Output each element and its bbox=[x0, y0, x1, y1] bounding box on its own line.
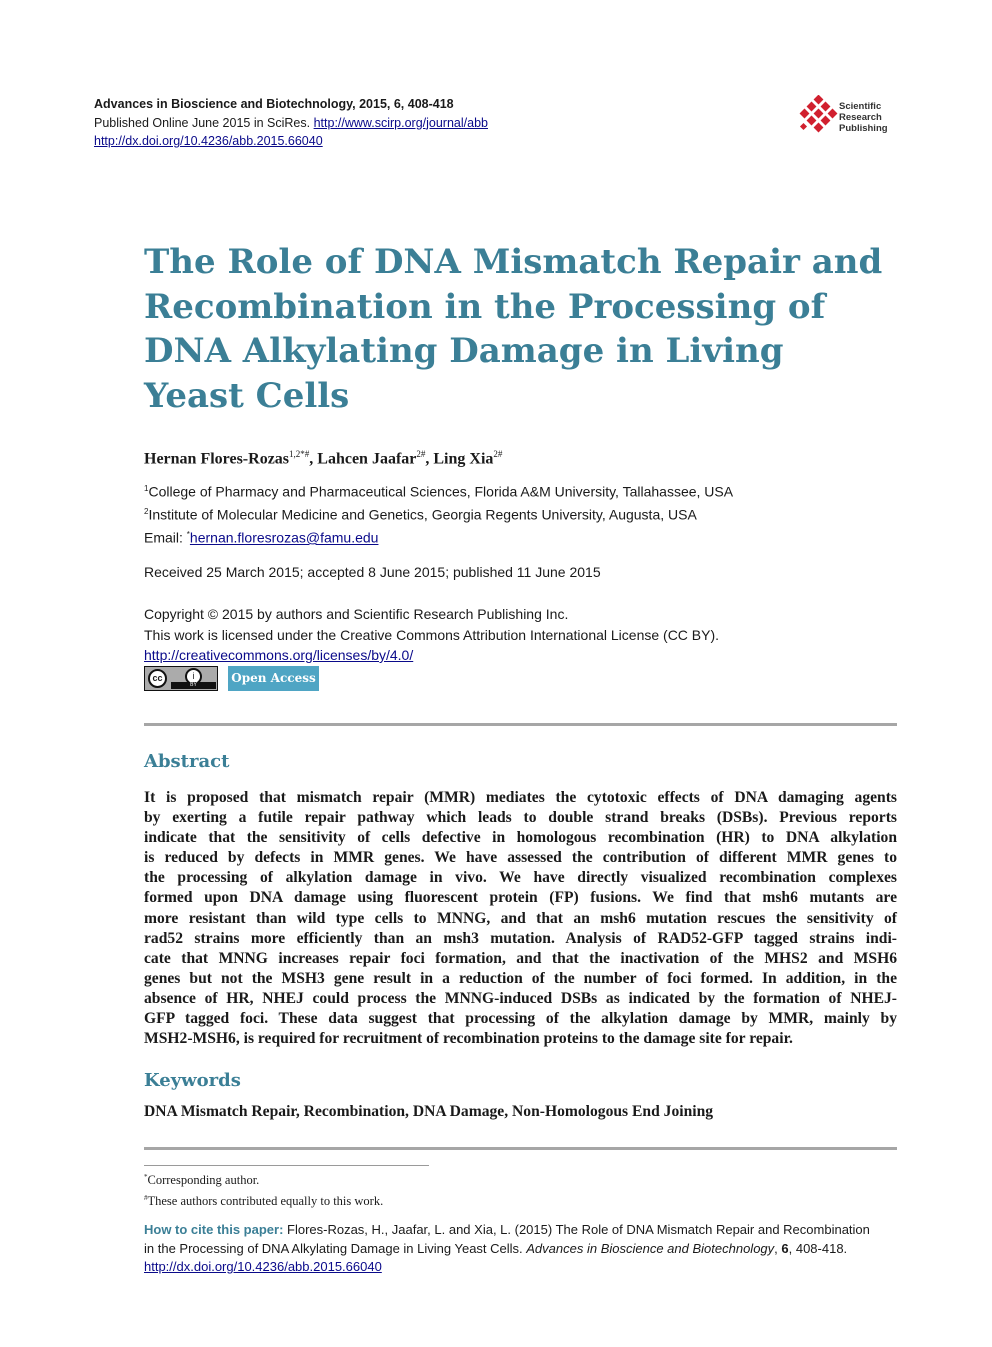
abstract-line: absence of HR, NHEJ could process the MNNG-induced DSBs as indicated by the formation of NHEJ- bbox=[144, 989, 897, 1007]
cite-line-1 bbox=[144, 1221, 897, 1240]
doi-link[interactable]: http://dx.doi.org/10.4236/abb.2015.66040 bbox=[94, 134, 323, 148]
license-line: This work is licensed under the Creative Commons Attribution International License (CC BY). bbox=[144, 626, 720, 643]
affiliation-text: Institute of Molecular Medicine and Genetics, Georgia Regents University, Augusta, USA bbox=[148, 506, 697, 523]
abstract-line: more resistant than wild type cells to MNNG, and that an msh6 mutation rescues the sensitivity of bbox=[144, 909, 897, 927]
journal-header bbox=[94, 95, 488, 151]
footnote-equal bbox=[144, 1189, 383, 1210]
footnote-divider bbox=[144, 1165, 429, 1166]
published-line bbox=[94, 114, 488, 133]
author-name: Hernan Flores-Rozas bbox=[144, 450, 290, 468]
footnote-sup: # bbox=[144, 1194, 148, 1203]
affiliations bbox=[144, 479, 733, 548]
logo-line-1: Scientific bbox=[839, 101, 882, 112]
cc-icon: cc bbox=[148, 669, 167, 688]
affiliation-text: College of Pharmacy and Pharmaceutical Sciences, Florida A&M University, Tallahassee, USA bbox=[148, 483, 734, 500]
email-sup: * bbox=[186, 530, 190, 540]
license-link[interactable]: http://creativecommons.org/licenses/by/4.0/ bbox=[144, 647, 414, 663]
abstract-line: MSH2-MSH6, is required for recruitment of recombination proteins to the damage site for repair. bbox=[144, 1030, 793, 1048]
published-prefix: Published Online June 2015 in SciRes. bbox=[94, 115, 314, 130]
abstract-line: It is proposed that mismatch repair (MMR) mediates the cytotoxic effects of DNA damaging agents bbox=[144, 789, 897, 806]
cite-text: Flores-Rozas, H., Jaafar, L. and Xia, L. (2015) The Role of DNA Mismatch Repair and Recombination bbox=[287, 1222, 870, 1237]
title-line: Recombination in the Processing of bbox=[144, 286, 826, 327]
publisher-logo bbox=[797, 95, 907, 141]
publisher-logo-icon bbox=[797, 95, 839, 141]
affiliation-2 bbox=[144, 502, 733, 525]
footnote-text: These authors contributed equally to this work. bbox=[147, 1194, 384, 1209]
affiliation-sup: 1 bbox=[144, 484, 149, 493]
author-sup: 2# bbox=[416, 449, 426, 459]
author-sup: 2# bbox=[493, 449, 503, 459]
cite-sep: , bbox=[774, 1240, 782, 1256]
abstract-line: indicate that the sensitivity of cells defective in homologous recombination (HR) to DNA alkylation bbox=[144, 829, 897, 847]
footnotes bbox=[144, 1168, 383, 1210]
abstract-line: cate that MNNG increases repair foci formation, and that the inactivation of the MHS2 and MSH6 bbox=[144, 949, 897, 967]
journal-citation-line: Advances in Bioscience and Biotechnology, 2015, 6, 408-418 bbox=[94, 97, 454, 111]
author-list: Hernan Flores-Rozas$^{1,2*\#}$, Lahcen Jaafar$^{2\#}$, Ling Xia$^{2\#}$ bbox=[144, 449, 503, 468]
copyright-block bbox=[144, 604, 719, 666]
footnote-corresponding bbox=[144, 1168, 383, 1189]
abstract-line: rad52 strains more efficiently than an msh3 mutation. Analysis of RAD52-GFP tagged strains indi- bbox=[144, 929, 897, 947]
email-link[interactable]: hernan.floresrozas@famu.edu bbox=[189, 529, 379, 546]
author-name: Ling Xia bbox=[433, 450, 494, 468]
abstract-line: GFP tagged foci. These data suggest that processing of the alkylation damage by MMR, mainly by bbox=[144, 1010, 897, 1028]
open-access-badge[interactable]: Open Access bbox=[228, 666, 319, 691]
cite-pages: , 408-418. bbox=[788, 1240, 848, 1256]
author-sup: 1,2*# bbox=[289, 449, 310, 459]
publication-dates: Received 25 March 2015; accepted 8 June 2015; published 11 June 2015 bbox=[144, 564, 601, 580]
footnote-text: Corresponding author. bbox=[147, 1173, 260, 1188]
cite-doi-link[interactable]: http://dx.doi.org/10.4236/abb.2015.66040 bbox=[144, 1259, 382, 1274]
abstract-line: is reduced by defects in MMR genes. We have assessed the contribution of different MMR genes to bbox=[144, 849, 897, 867]
logo-line-3: Publishing bbox=[839, 123, 888, 134]
title-line: The Role of DNA Mismatch Repair and bbox=[144, 242, 883, 282]
author-name: Lahcen Jaafar bbox=[317, 450, 417, 468]
abstract-line: genes but not the MSH3 gene result in a reduction of the number of foci formed. In addition, in the bbox=[144, 969, 897, 987]
cite-journal: Advances in Bioscience and Biotechnology bbox=[526, 1240, 775, 1256]
section-divider bbox=[144, 723, 897, 726]
cite-line-3 bbox=[144, 1258, 897, 1277]
affiliation-1 bbox=[144, 479, 733, 502]
abstract-line: the processing of alkylation damage in vivo. We have directly visualized recombination complexes bbox=[144, 869, 897, 887]
cc-by-badge[interactable] bbox=[144, 666, 218, 691]
affiliation-sup: 2 bbox=[144, 507, 149, 517]
cite-label: How to cite this paper: bbox=[144, 1222, 288, 1237]
keywords-heading: Keywords bbox=[144, 1070, 241, 1091]
logo-line-2: Research bbox=[839, 112, 882, 123]
publisher-logo-text bbox=[839, 101, 888, 134]
email-label: Email: bbox=[144, 529, 187, 546]
cc-by-label: BY bbox=[171, 682, 216, 689]
cite-line-2 bbox=[144, 1240, 897, 1259]
paper-title bbox=[144, 240, 883, 418]
keywords-list: DNA Mismatch Repair, Recombination, DNA Damage, Non-Homologous End Joining bbox=[144, 1103, 714, 1120]
cite-volume: 6 bbox=[781, 1240, 789, 1256]
copyright-line: Copyright © 2015 by authors and Scientific Research Publishing Inc. bbox=[144, 606, 569, 622]
journal-url-link[interactable]: http://www.scirp.org/journal/abb bbox=[313, 115, 488, 130]
section-divider bbox=[144, 1147, 897, 1150]
footnote-sup: * bbox=[144, 1173, 148, 1181]
email-line bbox=[144, 525, 733, 548]
title-line: Yeast Cells bbox=[144, 375, 350, 416]
abstract-line: by exerting a futile repair pathway which leads to double strand breaks (DSBs). Previous reports bbox=[144, 809, 897, 827]
abstract-heading: Abstract bbox=[144, 751, 230, 772]
title-line: DNA Alkylating Damage in Living bbox=[144, 331, 784, 371]
abstract-line: formed upon DNA damage using fluorescent protein (FP) fusions. We find that msh6 mutants are bbox=[144, 889, 897, 907]
how-to-cite bbox=[144, 1221, 897, 1277]
cite-text: in the Processing of DNA Alkylating Damage in Living Yeast Cells. bbox=[144, 1240, 527, 1256]
abstract-body bbox=[144, 788, 897, 1049]
attribution-icon: i bbox=[185, 668, 202, 685]
